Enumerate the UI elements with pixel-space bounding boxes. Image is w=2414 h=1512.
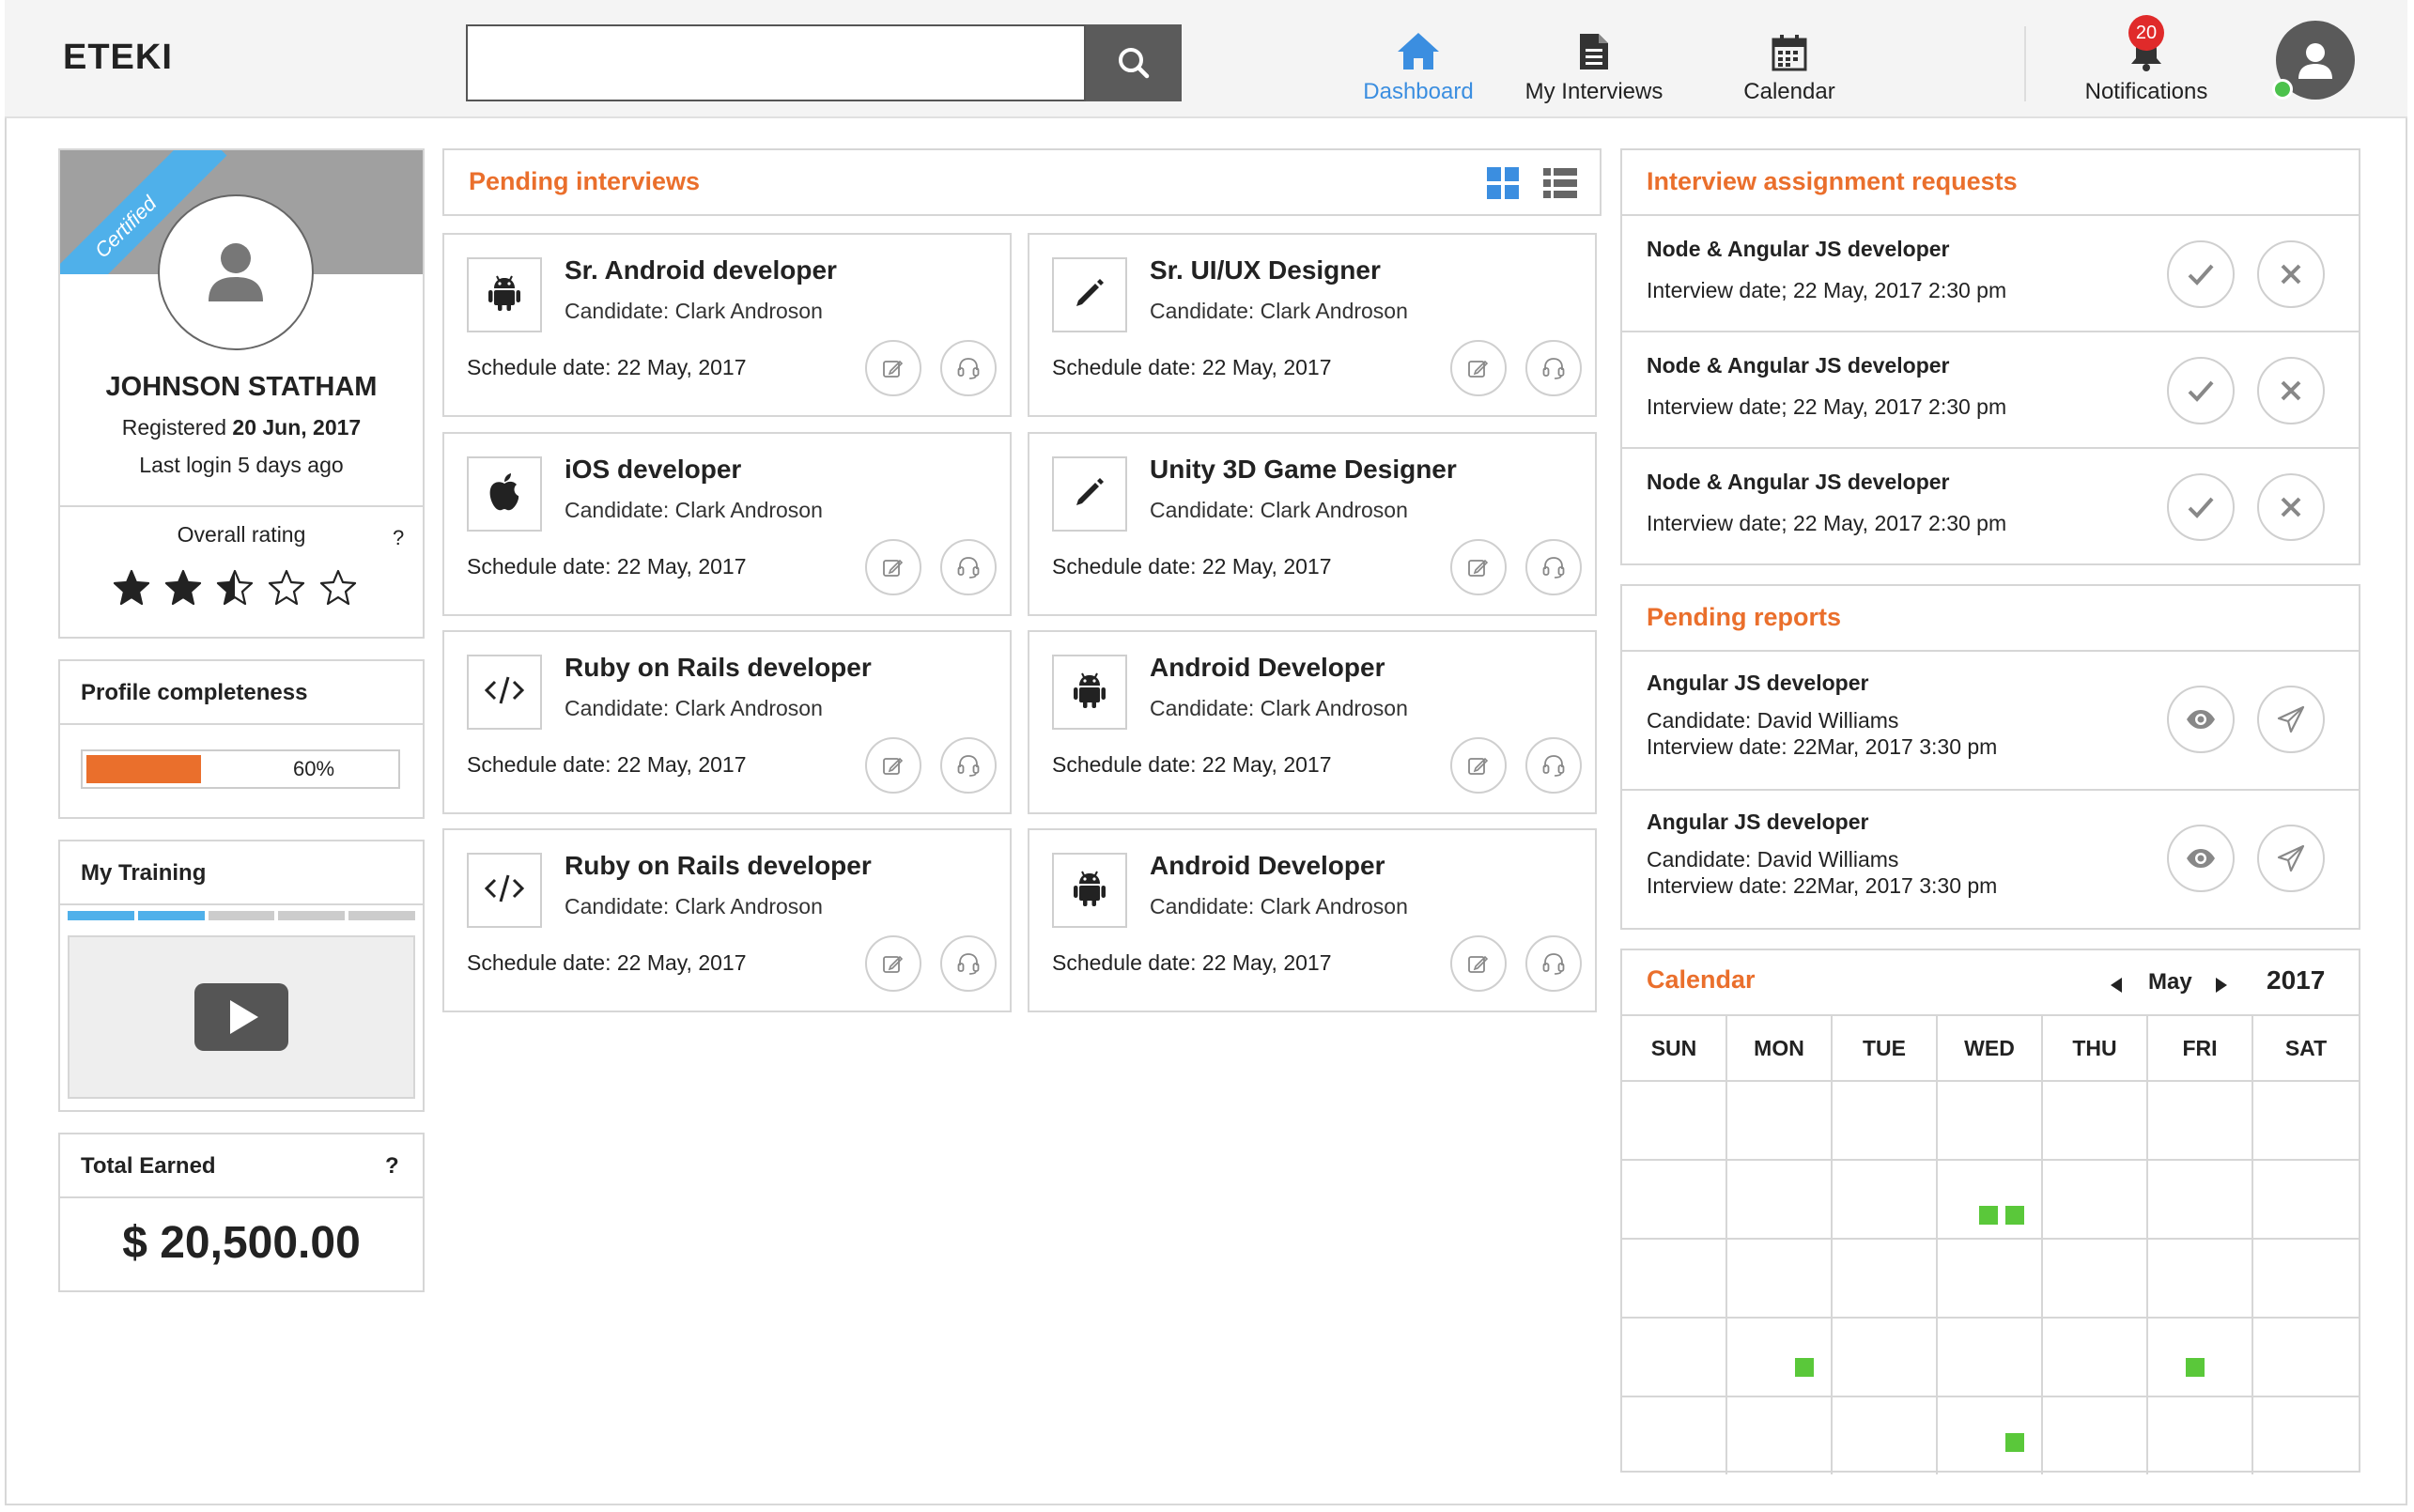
calendar-event-marker[interactable] <box>1979 1206 1998 1225</box>
rating-label: Overall rating <box>177 522 306 547</box>
headset-icon <box>1541 951 1566 976</box>
calendar-month: May <box>2148 969 2192 995</box>
interview-card[interactable] <box>442 630 1012 814</box>
join-interview-button[interactable] <box>1525 935 1582 992</box>
online-status-dot <box>2272 79 2293 100</box>
profile-avatar[interactable] <box>158 194 314 350</box>
next-month-icon[interactable] <box>2214 977 2229 994</box>
assignment-requests-title: Interview assignment requests <box>1647 167 2018 195</box>
join-interview-button[interactable] <box>1525 539 1582 595</box>
calendar-day-cell[interactable] <box>1622 1240 1727 1317</box>
registered-date: 20 Jun, 2017 <box>232 415 362 440</box>
join-interview-button[interactable] <box>1525 340 1582 396</box>
nav-my-interviews[interactable] <box>1514 28 1674 105</box>
total-earned-panel <box>58 1133 425 1292</box>
interview-schedule-date: Schedule date: 22 May, 2017 <box>467 950 747 975</box>
calendar-day-cell[interactable] <box>2253 1319 2359 1396</box>
calendar-day-cell[interactable] <box>1938 1082 2043 1159</box>
calendar-day-cell[interactable] <box>2043 1240 2148 1317</box>
profile-registered <box>60 415 423 440</box>
send-icon <box>2276 704 2306 734</box>
profile-card <box>58 148 425 639</box>
calendar-week-row <box>1622 1317 2359 1396</box>
weekday-label: SAT <box>2284 1035 2328 1060</box>
headset-icon <box>956 555 981 579</box>
check-icon <box>2187 262 2215 286</box>
interview-schedule-date: Schedule date: 22 May, 2017 <box>467 355 747 379</box>
calendar-day-cell[interactable] <box>1938 1240 2043 1317</box>
star-empty-icon <box>319 569 357 607</box>
interview-title[interactable]: iOS developer <box>565 455 742 484</box>
calendar-day-cell[interactable] <box>2148 1240 2253 1317</box>
profile-completeness-panel <box>58 659 425 819</box>
request-detail: Interview date; 22 May, 2017 2:30 pm <box>1647 394 2007 419</box>
training-segment <box>348 911 415 920</box>
android-icon <box>487 274 522 316</box>
calendar-week-row <box>1622 1238 2359 1317</box>
report-interview-date: Interview date: 22Mar, 2017 3:30 pm <box>1647 873 1998 898</box>
assignment-request-row <box>1622 447 2359 563</box>
reject-request-button[interactable] <box>2257 473 2325 541</box>
star-filled-icon <box>113 569 150 607</box>
profile-last-login: Last login 5 days ago <box>139 453 344 477</box>
app-logo[interactable]: ETEKI <box>63 38 173 77</box>
assignment-request-row <box>1622 214 2359 331</box>
calendar-day-cell[interactable] <box>2043 1319 2148 1396</box>
calendar-day-cell[interactable] <box>2148 1082 2253 1159</box>
reject-request-button[interactable] <box>2257 357 2325 424</box>
search-input[interactable] <box>466 24 1086 101</box>
interview-candidate: Candidate: Clark Androson <box>1150 299 1408 323</box>
nav-divider <box>2024 26 2026 101</box>
view-report-button[interactable] <box>2167 825 2235 892</box>
progress-fill <box>86 755 201 783</box>
headset-icon <box>1541 555 1566 579</box>
interview-type-icon-box <box>1052 853 1127 928</box>
send-icon <box>2276 843 2306 873</box>
report-candidate: Candidate: David Williams <box>1647 847 1899 872</box>
home-icon <box>1395 30 1442 71</box>
accept-request-button[interactable] <box>2167 357 2235 424</box>
profile-name: JOHNSON STATHAM <box>105 372 378 402</box>
calendar-day-cell[interactable] <box>1833 1397 1938 1474</box>
report-interview-date: Interview date: 22Mar, 2017 3:30 pm <box>1647 734 1998 759</box>
calendar-title: Calendar <box>1647 965 1756 994</box>
calendar-day-cell[interactable] <box>2253 1240 2359 1317</box>
close-icon <box>2280 379 2302 402</box>
interview-card[interactable] <box>1028 828 1597 1012</box>
interview-schedule-date: Schedule date: 22 May, 2017 <box>1052 950 1332 975</box>
edit-icon <box>882 357 905 379</box>
report-title: Angular JS developer <box>1647 671 1869 695</box>
interview-title[interactable]: Android Developer <box>1150 851 1385 880</box>
apple-icon <box>487 471 522 517</box>
calendar-event-marker[interactable] <box>2005 1206 2024 1225</box>
edit-interview-button[interactable] <box>1450 737 1507 794</box>
eye-icon <box>2185 708 2217 731</box>
close-icon <box>2280 263 2302 285</box>
calendar-week-row <box>1622 1159 2359 1238</box>
interview-title[interactable]: Sr. Android developer <box>565 255 837 285</box>
view-report-button[interactable] <box>2167 686 2235 753</box>
edit-interview-button[interactable] <box>1450 340 1507 396</box>
list-view-icon[interactable] <box>1543 167 1577 199</box>
training-progress-segments <box>68 911 415 920</box>
interview-schedule-date: Schedule date: 22 May, 2017 <box>1052 355 1332 379</box>
interview-type-icon-box <box>1052 456 1127 532</box>
calendar-day-cell[interactable] <box>1727 1397 1833 1474</box>
interview-schedule-date: Schedule date: 22 May, 2017 <box>1052 752 1332 777</box>
training-segment <box>68 911 134 920</box>
join-interview-button[interactable] <box>940 737 997 794</box>
pending-reports-panel <box>1620 584 2360 930</box>
headset-icon <box>956 951 981 976</box>
interview-schedule-date: Schedule date: 22 May, 2017 <box>1052 554 1332 579</box>
weekday-label: MON <box>1727 1016 1833 1080</box>
send-report-button[interactable] <box>2257 825 2325 892</box>
interview-candidate: Candidate: Clark Androson <box>565 894 823 918</box>
assignment-request-row <box>1622 331 2359 447</box>
calendar-day-cell[interactable] <box>2043 1082 2148 1159</box>
divider <box>60 1196 423 1198</box>
edit-icon <box>1467 952 1490 975</box>
completeness-progress-bar <box>81 749 400 789</box>
calendar-day-cell[interactable] <box>1938 1161 2043 1238</box>
weekday-label: THU <box>2043 1016 2148 1080</box>
completeness-title: Profile completeness <box>81 680 308 705</box>
star-rating <box>113 569 357 607</box>
calendar-day-cell[interactable] <box>1622 1161 1727 1238</box>
eye-icon <box>2185 847 2217 870</box>
headset-icon <box>1541 753 1566 778</box>
calendar-day-cell[interactable] <box>2148 1397 2253 1474</box>
code-icon <box>484 674 525 711</box>
calendar-icon <box>1772 34 1807 71</box>
join-interview-button[interactable] <box>1525 737 1582 794</box>
training-segment <box>138 911 205 920</box>
code-icon <box>484 872 525 909</box>
edit-icon <box>1467 357 1490 379</box>
interview-title[interactable]: Ruby on Rails developer <box>565 653 872 682</box>
calendar-event-marker[interactable] <box>2005 1433 2024 1452</box>
request-detail: Interview date; 22 May, 2017 2:30 pm <box>1647 278 2007 302</box>
grid-view-icon[interactable] <box>1487 167 1519 199</box>
interview-schedule-date: Schedule date: 22 May, 2017 <box>467 554 747 579</box>
divider <box>60 903 423 905</box>
pending-reports-title: Pending reports <box>1647 603 1842 631</box>
my-training-panel <box>58 840 425 1112</box>
calendar-day-cell[interactable] <box>2148 1161 2253 1238</box>
pending-interviews-title: Pending interviews <box>469 167 701 195</box>
edit-interview-button[interactable] <box>865 340 921 396</box>
join-interview-button[interactable] <box>940 340 997 396</box>
edit-icon <box>882 556 905 579</box>
calendar-day-cell[interactable] <box>1622 1397 1727 1474</box>
calendar-day-cell[interactable] <box>1622 1319 1727 1396</box>
interview-candidate: Candidate: Clark Androson <box>565 299 823 323</box>
interview-candidate: Candidate: Clark Androson <box>565 696 823 720</box>
star-empty-icon <box>268 569 305 607</box>
edit-interview-button[interactable] <box>865 935 921 992</box>
interview-card[interactable] <box>1028 432 1597 616</box>
calendar-weekday-header <box>1622 1014 2359 1080</box>
registered-label: Registered <box>121 415 227 440</box>
earned-title: Total Earned <box>81 1153 216 1179</box>
calendar-week-row <box>1622 1080 2359 1159</box>
interview-type-icon-box <box>467 456 542 532</box>
calendar-day-cell[interactable] <box>1727 1161 1833 1238</box>
calendar-event-marker[interactable] <box>1795 1358 1814 1377</box>
nav-label: My Interviews <box>1524 79 1663 104</box>
calendar-day-cell[interactable] <box>1833 1240 1938 1317</box>
headset-icon <box>1541 356 1566 380</box>
calendar-grid <box>1622 1014 2359 1474</box>
calendar-panel <box>1620 949 2360 1473</box>
divider <box>60 723 423 725</box>
calendar-day-cell[interactable] <box>1727 1082 1833 1159</box>
search-button[interactable] <box>1086 24 1182 101</box>
interview-candidate: Candidate: Clark Androson <box>1150 894 1408 918</box>
reject-request-button[interactable] <box>2257 240 2325 308</box>
earned-amount: $ 20,500.00 <box>122 1218 361 1268</box>
calendar-day-cell[interactable] <box>1833 1082 1938 1159</box>
send-report-button[interactable] <box>2257 686 2325 753</box>
user-icon <box>205 239 267 305</box>
android-icon <box>1072 870 1107 912</box>
training-video[interactable] <box>68 935 415 1099</box>
user-icon <box>2295 39 2336 81</box>
headset-icon <box>956 356 981 380</box>
request-title: Node & Angular JS developer <box>1647 237 1950 261</box>
interview-title[interactable]: Sr. UI/UX Designer <box>1150 255 1381 285</box>
pencil-icon <box>1073 475 1106 514</box>
pending-report-row <box>1622 650 2359 789</box>
report-title: Angular JS developer <box>1647 810 1869 834</box>
calendar-day-cell[interactable] <box>2043 1397 2148 1474</box>
edit-interview-button[interactable] <box>865 539 921 595</box>
calendar-day-cell[interactable] <box>1622 1082 1727 1159</box>
interview-candidate: Candidate: Clark Androson <box>565 498 823 522</box>
star-half-icon <box>216 569 254 607</box>
training-segment <box>209 911 275 920</box>
play-icon[interactable] <box>194 983 288 1051</box>
calendar-day-cell[interactable] <box>2148 1319 2253 1396</box>
edit-interview-button[interactable] <box>1450 935 1507 992</box>
calendar-day-cell[interactable] <box>1938 1397 2043 1474</box>
calendar-day-cell[interactable] <box>2253 1161 2359 1238</box>
calendar-day-cell[interactable] <box>1833 1161 1938 1238</box>
interview-card[interactable] <box>1028 630 1597 814</box>
search-icon <box>1115 44 1153 82</box>
request-detail: Interview date; 22 May, 2017 2:30 pm <box>1647 511 2007 535</box>
calendar-week-row <box>1622 1396 2359 1474</box>
calendar-day-cell[interactable] <box>2253 1397 2359 1474</box>
interview-type-icon-box <box>467 655 542 730</box>
calendar-day-cell[interactable] <box>1727 1319 1833 1396</box>
weekday-label: FRI <box>2148 1016 2253 1080</box>
weekday-label: TUE <box>1833 1016 1938 1080</box>
edit-interview-button[interactable] <box>1450 539 1507 595</box>
edit-icon <box>882 952 905 975</box>
interview-card[interactable] <box>442 432 1012 616</box>
interview-title[interactable]: Ruby on Rails developer <box>565 851 872 880</box>
interview-card[interactable] <box>442 233 1012 417</box>
calendar-day-cell[interactable] <box>2043 1161 2148 1238</box>
check-icon <box>2187 378 2215 403</box>
join-interview-button[interactable] <box>940 539 997 595</box>
assignment-requests-panel <box>1620 148 2360 565</box>
interview-card[interactable] <box>1028 233 1597 417</box>
edit-interview-button[interactable] <box>865 737 921 794</box>
weekday-label: WED <box>1938 1016 2043 1080</box>
document-icon <box>1578 32 1610 71</box>
report-candidate: Candidate: David Williams <box>1647 708 1899 733</box>
progress-percent: 60% <box>293 757 335 780</box>
rating-help[interactable]: ? <box>393 526 405 549</box>
prev-month-icon[interactable] <box>2109 977 2124 994</box>
calendar-day-cell[interactable] <box>1938 1319 2043 1396</box>
certified-ribbon: Certified <box>60 150 226 274</box>
weekday-label: SUN <box>1622 1016 1727 1080</box>
edit-icon <box>1467 556 1490 579</box>
close-icon <box>2280 496 2302 518</box>
pending-report-row <box>1622 789 2359 928</box>
top-header <box>5 0 2407 118</box>
request-title: Node & Angular JS developer <box>1647 470 1950 494</box>
nav-label: Dashboard <box>1363 79 1474 104</box>
divider <box>60 505 423 507</box>
training-segment <box>278 911 345 920</box>
interview-title[interactable]: Unity 3D Game Designer <box>1150 455 1457 484</box>
android-icon <box>1072 671 1107 714</box>
accept-request-button[interactable] <box>2167 473 2235 541</box>
nav-label: Notifications <box>2084 79 2208 104</box>
nav-dashboard[interactable] <box>1357 28 1479 105</box>
interview-type-icon-box <box>1052 655 1127 730</box>
earned-help[interactable]: ? <box>385 1153 399 1179</box>
pending-interviews-header <box>442 148 1602 216</box>
calendar-day-cell[interactable] <box>1833 1319 1938 1396</box>
interview-schedule-date: Schedule date: 22 May, 2017 <box>467 752 747 777</box>
headset-icon <box>956 753 981 778</box>
calendar-day-cell[interactable] <box>2253 1082 2359 1159</box>
calendar-year: 2017 <box>2267 965 2326 995</box>
request-title: Node & Angular JS developer <box>1647 353 1950 378</box>
star-filled-icon <box>164 569 202 607</box>
check-icon <box>2187 495 2215 519</box>
training-title: My Training <box>81 860 207 886</box>
calendar-event-marker[interactable] <box>2186 1358 2205 1377</box>
nav-label: Calendar <box>1743 79 1835 104</box>
edit-icon <box>882 754 905 777</box>
pencil-icon <box>1073 276 1106 315</box>
edit-icon <box>1467 754 1490 777</box>
interview-type-icon-box <box>1052 257 1127 332</box>
join-interview-button[interactable] <box>940 935 997 992</box>
calendar-day-cell[interactable] <box>1727 1240 1833 1317</box>
accept-request-button[interactable] <box>2167 240 2235 308</box>
interview-card[interactable] <box>442 828 1012 1012</box>
interview-type-icon-box <box>467 257 542 332</box>
interview-candidate: Candidate: Clark Androson <box>1150 696 1408 720</box>
notification-count-badge: 20 <box>2128 15 2164 51</box>
interview-title[interactable]: Android Developer <box>1150 653 1385 682</box>
nav-calendar[interactable] <box>1728 28 1850 105</box>
interview-type-icon-box <box>467 853 542 928</box>
interview-candidate: Candidate: Clark Androson <box>1150 498 1408 522</box>
